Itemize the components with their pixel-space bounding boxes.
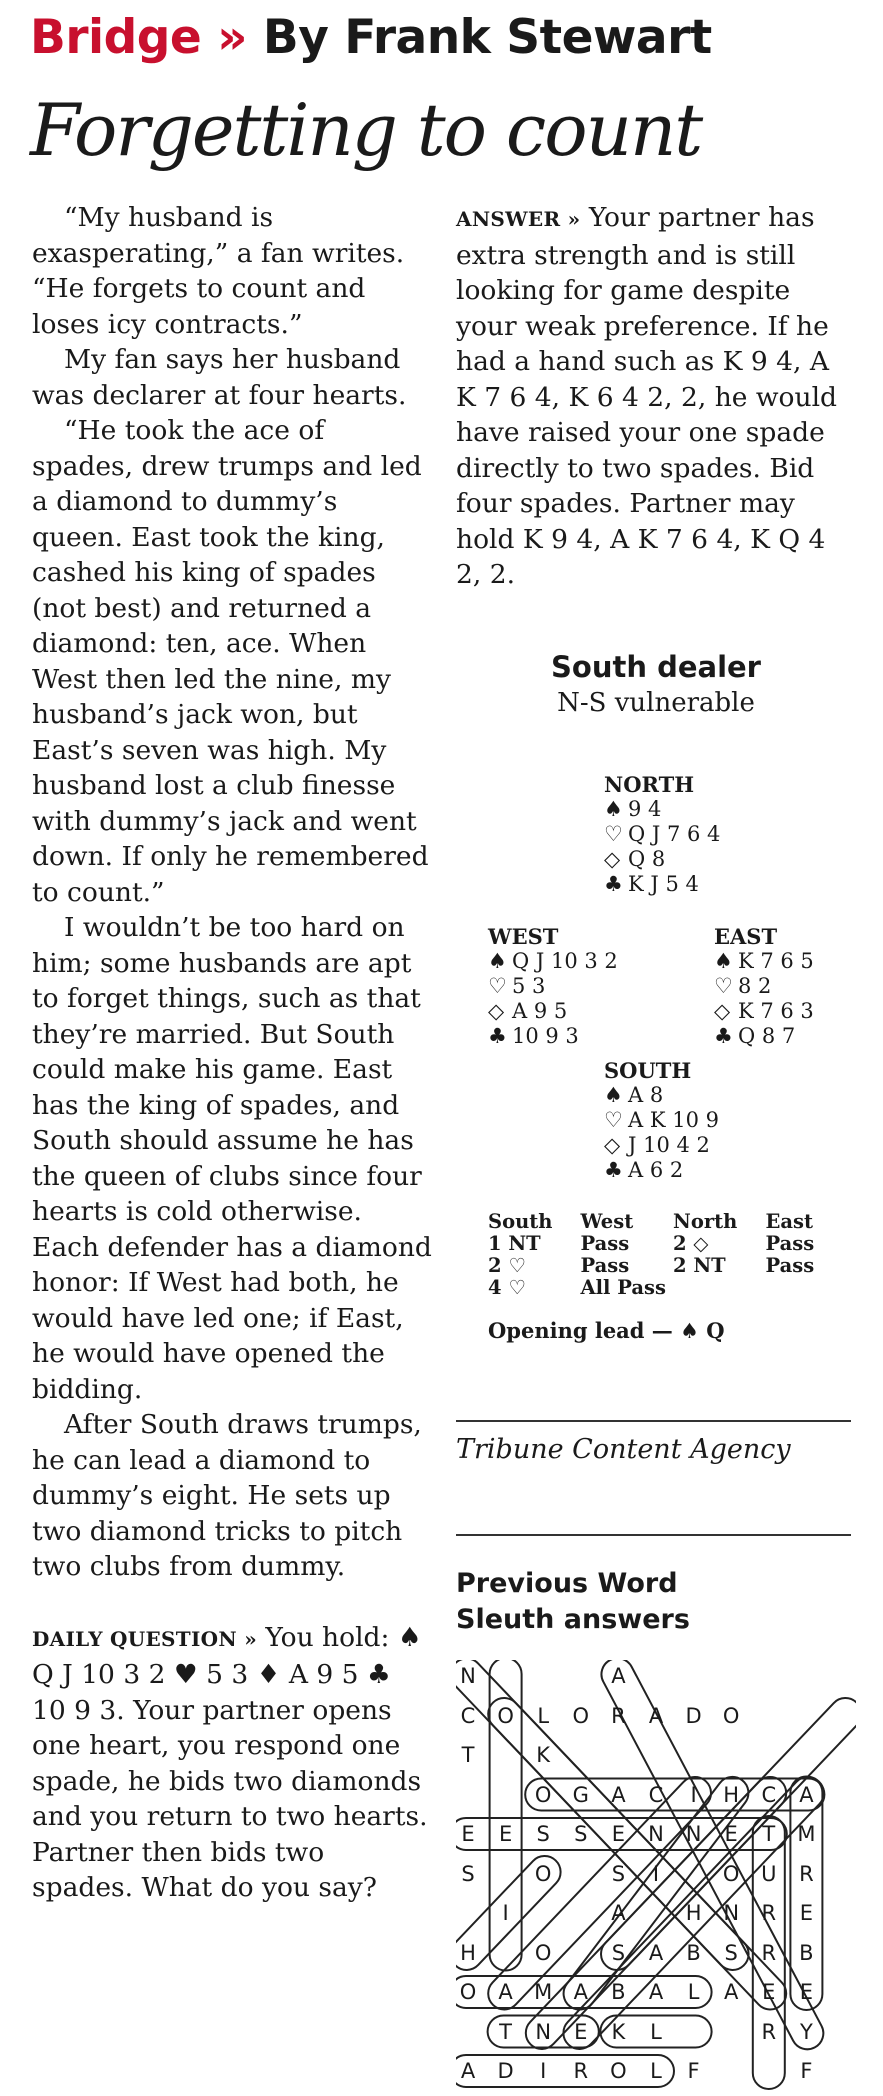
auction-bid: Pass	[580, 1254, 630, 1277]
hearts-holding: ♡ Q J 7 6 4	[604, 822, 721, 846]
daily-question-text: You hold: ♠ Q J 10 3 2 ♥ 5 3 ♦ A 9 5 ♣ 10 9 3. Your partner opens one heart, you respond one spade, he bids two diamonds and you return to two hearts. Partner then bids two spades. What do you say?	[32, 1621, 428, 1903]
grid-letter: B	[686, 1940, 701, 1965]
auction-header: North	[673, 1210, 738, 1233]
auction-bid: Pass	[765, 1254, 815, 1277]
club-icon: ♣	[604, 1158, 623, 1182]
grid-letter: D	[685, 1703, 702, 1728]
grid-letter: K	[611, 2019, 626, 2044]
clubs-holding: ♣ Q 8 7	[714, 1024, 796, 1048]
grid-letter: C	[648, 1782, 664, 1807]
grid-letter: I	[540, 2059, 547, 2083]
grid-letter: S	[724, 1940, 738, 1965]
auction-bid: 2 ♡	[488, 1254, 526, 1277]
grid-letter: T	[762, 1822, 776, 1846]
word-sleuth-title: Previous Word Sleuth answers	[456, 1568, 690, 1635]
divider	[456, 1420, 851, 1422]
hand-name: EAST	[714, 924, 778, 949]
grid-letter: E	[724, 1822, 738, 1846]
hearts-holding: ♡ A K 10 9	[604, 1108, 719, 1132]
hand-name: WEST	[488, 924, 559, 949]
grid-letter: I	[690, 1782, 697, 1807]
grid-letter: H	[460, 1940, 476, 1965]
daily-question-label: DAILY QUESTION »	[32, 1626, 257, 1651]
auction-row	[488, 1233, 858, 1255]
vulnerability: N-S vulnerable	[557, 688, 755, 718]
clubs-holding: ♣ 10 9 3	[488, 1024, 579, 1048]
grid-letter: G	[572, 1782, 589, 1807]
grid-letter: E	[461, 1822, 475, 1846]
grid-letter: R	[761, 1901, 777, 1925]
grid-letter: F	[687, 2059, 700, 2083]
answer	[456, 200, 856, 593]
east-hand	[714, 924, 814, 1049]
spades-holding: ♠ 9 4	[604, 797, 662, 821]
grid-letter: R	[573, 2059, 589, 2083]
article-paragraph: After South draws trumps, he can lead a diamond to dummy’s eight. He sets up two diamond tricks to pitch two clubs from dummy.	[32, 1409, 422, 1582]
grid-letter: E	[762, 1980, 776, 2004]
grid-letter: B	[799, 1940, 814, 1965]
grid-letter: A	[611, 1782, 626, 1807]
grid-letter: N	[535, 2019, 552, 2044]
spades-holding: ♠ K 7 6 5	[714, 949, 814, 973]
opening-lead: Opening lead — ♠ Q	[488, 1318, 725, 1343]
grid-letter: R	[761, 1940, 777, 1965]
grid-letter: O	[497, 1703, 514, 1728]
diamonds-holding: ◇ J 10 4 2	[604, 1133, 710, 1157]
grid-letter: S	[461, 1861, 475, 1886]
grid-letter: N	[685, 1822, 702, 1846]
auction-bid: 1 NT	[488, 1232, 541, 1255]
headline: Forgetting to count	[30, 88, 702, 172]
grid-letter: T	[461, 1743, 475, 1767]
grid-letter: A	[460, 2059, 476, 2083]
spade-icon: ♠	[488, 949, 507, 973]
column-brand: Bridge	[30, 10, 202, 65]
auction-bid: All Pass	[580, 1276, 666, 1299]
grid-letter: S	[611, 1861, 626, 1886]
hearts-holding: ♡ 5 3	[488, 974, 546, 998]
divider	[456, 1534, 851, 1536]
grid-letter: M	[534, 1980, 553, 2004]
column-header	[30, 8, 870, 68]
dealer-title: South dealer	[551, 650, 761, 684]
grid-letter: A	[648, 1940, 664, 1965]
grid-letter: M	[797, 1822, 816, 1846]
auction-bid: 2 NT	[673, 1254, 726, 1277]
article-paragraph: “My husband is exasperating,” a fan writes. “He forgets to count and loses icy contracts.”	[32, 202, 405, 340]
diamonds-holding: ◇ Q 8	[604, 847, 666, 871]
grid-letter: A	[611, 1901, 626, 1925]
grid-letter: O	[722, 1861, 740, 1886]
article-paragraph: My fan says her husband was declarer at four hearts.	[32, 344, 407, 411]
article-paragraph: I wouldn’t be too hard on him; some husbands are apt to forget things, such as that they’re married. But South could make his game. East has the king of spades, and South should assume he has the queen of clubs since four hearts is cold otherwise. Each defender has a diamond honor: If West had both, he would have led one; if East, he would have opened the bidding.	[32, 912, 432, 1405]
heart-icon: ♡	[604, 822, 623, 846]
answer-label: ANSWER »	[456, 207, 581, 231]
credit-line: Tribune Content Agency	[456, 1434, 791, 1465]
club-icon: ♣	[488, 1024, 507, 1048]
grid-letter: N	[460, 1664, 476, 1688]
auction-bid: Pass	[580, 1232, 630, 1255]
heart-icon: ♡	[604, 1108, 623, 1132]
spade-icon: ♠	[714, 949, 733, 973]
grid-letter: A	[799, 1782, 814, 1807]
auction-bid: 2 ◇	[673, 1232, 709, 1255]
grid-letter: L	[650, 2019, 662, 2044]
diamond-icon: ◇	[714, 999, 731, 1023]
grid-letter: A	[648, 1980, 664, 2004]
heart-icon: ♡	[488, 974, 507, 998]
grid-letter: H	[685, 1901, 702, 1925]
grid-letter: E	[574, 2019, 588, 2044]
south-hand	[604, 1058, 719, 1183]
spades-holding: ♠ Q J 10 3 2	[488, 949, 618, 973]
auction-header-row	[488, 1211, 858, 1233]
grid-letter: S	[611, 1940, 626, 1965]
grid-letter: E	[498, 1822, 513, 1846]
grid-letter: K	[536, 1743, 551, 1767]
byline: By Frank Stewart	[262, 10, 712, 65]
auction-header: West	[580, 1210, 634, 1233]
auction-bid	[766, 1277, 859, 1299]
diamond-icon: ◇	[488, 999, 505, 1023]
grid-letter: I	[502, 1901, 509, 1925]
diamond-icon: ◇	[604, 1133, 621, 1157]
hand-name: SOUTH	[604, 1058, 692, 1083]
article-column-right	[456, 200, 856, 593]
grid-letter: U	[761, 1861, 777, 1886]
grid-letter: A	[573, 1980, 588, 2004]
hearts-holding: ♡ 8 2	[714, 974, 772, 998]
grid-letter: O	[572, 1703, 590, 1728]
grid-letter: F	[800, 2059, 813, 2083]
grid-letter: A	[724, 1980, 739, 2004]
diamonds-holding: ◇ K 7 6 3	[714, 999, 814, 1023]
hand-name: NORTH	[604, 772, 695, 797]
grid-letter: Y	[799, 2019, 813, 2044]
grid-letter: O	[459, 1980, 477, 2004]
grid-letter: S	[574, 1822, 588, 1846]
daily-question	[32, 1620, 432, 1906]
header-separator: »	[217, 10, 248, 65]
auction-row	[488, 1255, 858, 1277]
grid-letter: R	[611, 1703, 626, 1728]
grid-letter: O	[534, 1940, 552, 1965]
auction-bid: 4 ♡	[488, 1276, 526, 1299]
club-icon: ♣	[604, 872, 623, 896]
auction-row	[488, 1277, 858, 1299]
grid-letter: E	[799, 1980, 814, 2004]
auction-header: South	[488, 1210, 553, 1233]
spade-icon: ♠	[604, 1083, 623, 1107]
heart-icon: ♡	[714, 974, 733, 998]
grid-letter: H	[723, 1782, 740, 1807]
grid-letter: B	[611, 1980, 626, 2004]
diamonds-holding: ◇ A 9 5	[488, 999, 568, 1023]
grid-letter: C	[460, 1703, 476, 1728]
clubs-holding: ♣ A 6 2	[604, 1158, 684, 1182]
spade-icon: ♠	[604, 797, 623, 821]
grid-letter: N	[723, 1901, 740, 1925]
grid-letter: T	[499, 2019, 512, 2044]
auction-header: East	[765, 1210, 813, 1233]
answer-text: Your partner has extra strength and is still looking for game despite your weak preference. If he had a hand such as K 9 4, A K 7 6 4, K 6 4 2, 2, he would have raised your one spade directly to two spades. Bid four spades. Partner may hold K 9 4, A K 7 6 4, K Q 4 2, 2.	[456, 202, 838, 590]
grid-letter: L	[687, 1980, 700, 2004]
grid-letter: L	[537, 1703, 550, 1728]
north-hand	[604, 772, 720, 897]
article-column-left	[32, 200, 432, 1906]
grid-letter: R	[761, 2019, 777, 2044]
grid-letter: N	[648, 1822, 664, 1846]
grid-letter: R	[799, 1861, 814, 1886]
grid-letter: A	[648, 1703, 664, 1728]
grid-letter: O	[610, 2059, 627, 2083]
deal-diagram	[456, 648, 856, 1343]
grid-letter: E	[799, 1901, 814, 1925]
spades-holding: ♠ A 8	[604, 1083, 664, 1107]
grid-letter: L	[650, 2059, 662, 2083]
auction-bid	[673, 1277, 766, 1299]
grid-letter: O	[534, 1782, 552, 1807]
diamond-icon: ◇	[604, 847, 621, 871]
grid-letter: O	[534, 1861, 552, 1886]
grid-letter: O	[722, 1703, 740, 1728]
auction-bid: Pass	[765, 1232, 815, 1255]
grid-letter: E	[611, 1822, 626, 1846]
grid-letter: S	[536, 1822, 550, 1846]
grid-letter: I	[652, 1861, 660, 1886]
grid-letter: A	[611, 1664, 626, 1688]
clubs-holding: ♣ K J 5 4	[604, 872, 699, 896]
word-sleuth-grid	[456, 1660, 856, 2091]
article-paragraph: “He took the ace of spades, drew trumps and led a diamond to dummy’s queen. East took the king, cashed his king of spades (not best) and returned a diamond: ten, ace. When West then led the nine, my husband’s jack won, but East’s seven was high. My husband lost a club finesse with dummy’s jack and went down. If only he remembered to count.”	[32, 415, 429, 908]
grid-letter: A	[498, 1980, 513, 2004]
grid-letter: C	[761, 1782, 777, 1807]
auction-table	[488, 1211, 858, 1299]
grid-letter: D	[497, 2059, 514, 2083]
club-icon: ♣	[714, 1024, 733, 1048]
west-hand	[488, 924, 618, 1049]
